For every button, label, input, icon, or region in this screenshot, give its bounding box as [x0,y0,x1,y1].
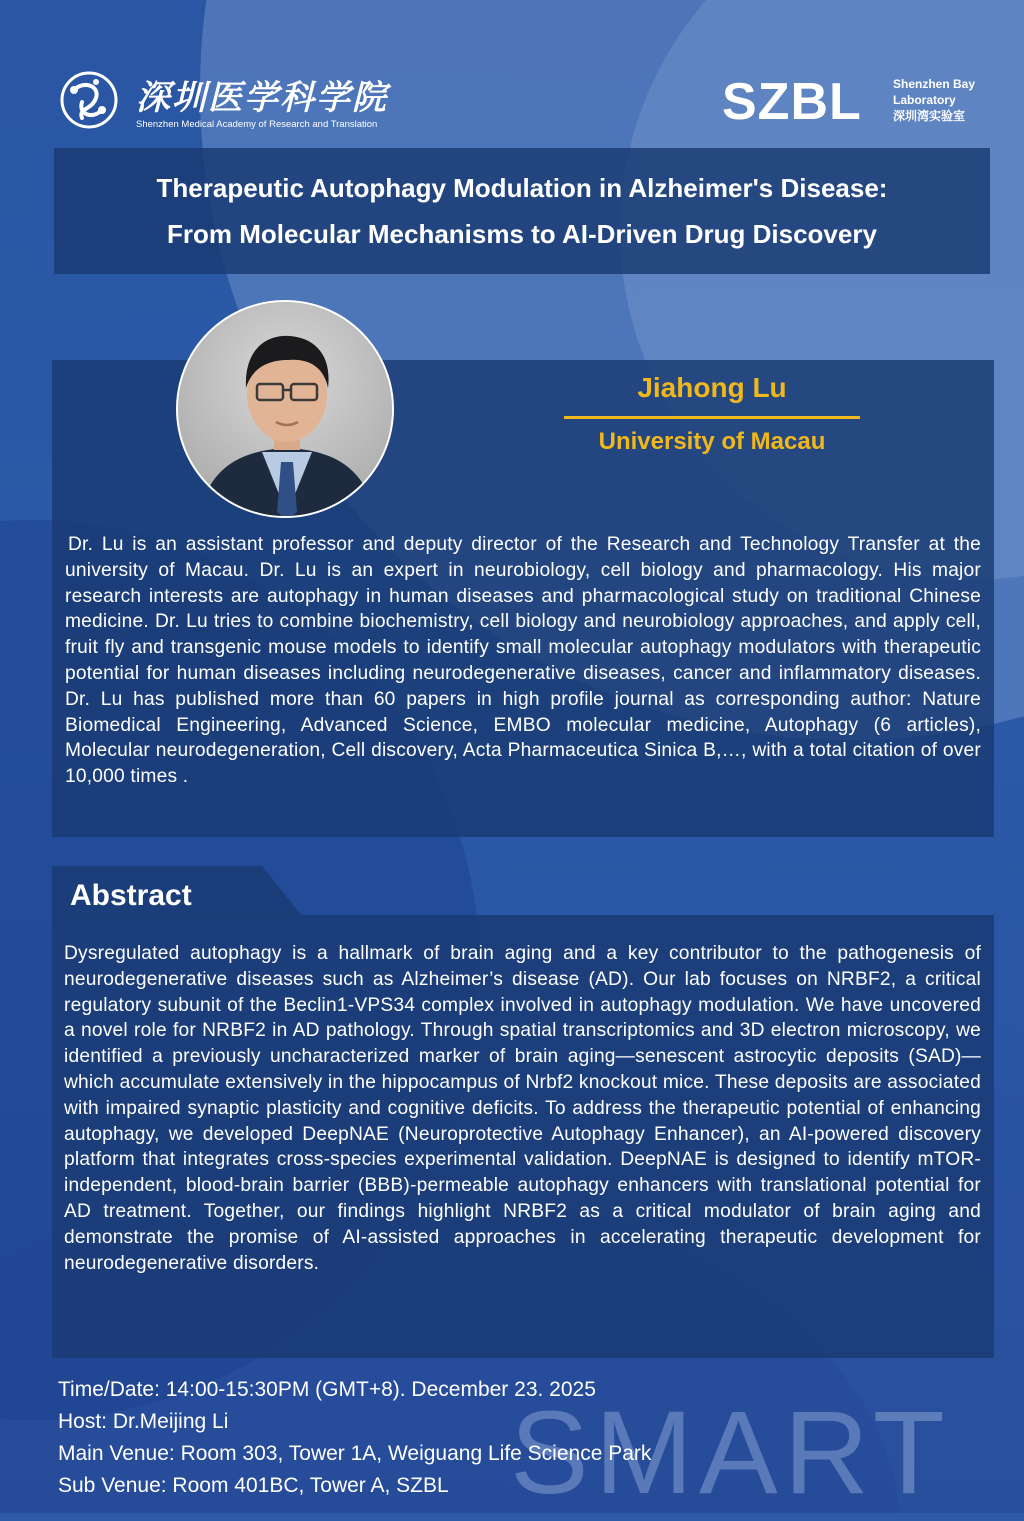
event-info [58,1374,651,1502]
event-host: Host: Dr.Meijing Li [58,1410,229,1433]
abstract-text: Dysregulated autophagy is a hallmark of brain aging and a key contributor to the pathogenesis of neurodegenerative diseases such as Alzheimer’s disease (AD). Our lab focuses on NRBF2, a critical regulatory subunit of the Beclin1-VPS34 complex involved in autophagy modulation. We have uncovered a novel role for NRBF2 in AD pathology. Through spatial transcriptomics and 3D electron microscopy, we identified a previously uncharacterized marker of brain aging—senescent astrocytic deposits (SAD)—which accumulate extensively in the hippocampus of Nrbf2 knockout mice. These deposits are associated with impaired synaptic plasticity and cognitive deficits. To address the therapeutic potential of enhancing autophagy, we developed DeepNAE (Neuroprotective Autophagy Enhancer), an AI-powered discovery platform that integrates cross-species experimental validation. DeepNAE is designed to identify mTOR-independent, blood-brain barrier (BBB)-permeable autophagy enhancers with translational potential for AD treatment. Together, our findings highlight NRBF2 as a critical modulator of brain aging and demonstrate the promise of AI-assisted approaches in accelerating therapeutic development for neurodegenerative disorders. [64,943,981,1274]
talk-title-line-1: Therapeutic Autophagy Modulation in Alzheimer's Disease: [156,173,888,203]
talk-title-line-2: From Molecular Mechanisms to AI-Driven Drug Discovery [167,219,877,249]
speaker-photo [176,300,394,518]
smart-watermark: SMART [510,1387,951,1519]
event-sub-venue: Sub Venue: Room 401BC, Tower A, SZBL [58,1474,449,1497]
event-time: Time/Date: 14:00-15:30PM (GMT+8). December 23. 2025 [58,1378,596,1401]
speaker-name: Jiahong Lu [637,372,787,403]
speaker-bio: Dr. Lu is an assistant professor and deputy director of the Research and Technology Transfer at the university of Macau. Dr. Lu is an expert in neurobiology, cell biology and pharmacology. His major research interests are autophagy in human diseases and pharmacological study on traditional Chinese medicine. Dr. Lu tries to combine biochemistry, cell biology and neurobiology approaches, and apply cell, fruit fly and transgenic mouse models to identify small molecular autophagy modulators with therapeutic potential for human diseases including neurodegenerative diseases, cancer and inflammatory diseases. Dr. Lu has published more than 60 papers in high profile journal as corresponding author: Nature Biomedical Engineering, Advanced Science, EMBO molecular medicine, Autophagy (6 articles), Molecular neurodegeneration, Cell discovery, Acta Pharmaceutica Sinica B,…, with a total citation of over 10,000 times . [65,534,981,788]
abstract-heading: Abstract [70,879,192,912]
event-main-venue: Main Venue: Room 303, Tower 1A, Weiguang Life Science Park [58,1442,652,1465]
smart-logo-english: Shenzhen Medical Academy of Research and Translation [136,119,378,130]
szbl-logo [722,72,992,132]
speaker-affiliation: University of Macau [598,428,826,455]
smart-logo-chinese: 深圳医学科学院 [136,78,388,118]
smart-logo [56,68,396,132]
szbl-logo-subtitle: Shenzhen Bay Laboratory 深圳湾实验室 [893,77,976,123]
speaker-name-divider [564,416,860,419]
title-panel [54,148,990,274]
szbl-logo-text: SZBL [722,73,862,131]
smart-emblem-icon [56,68,122,132]
